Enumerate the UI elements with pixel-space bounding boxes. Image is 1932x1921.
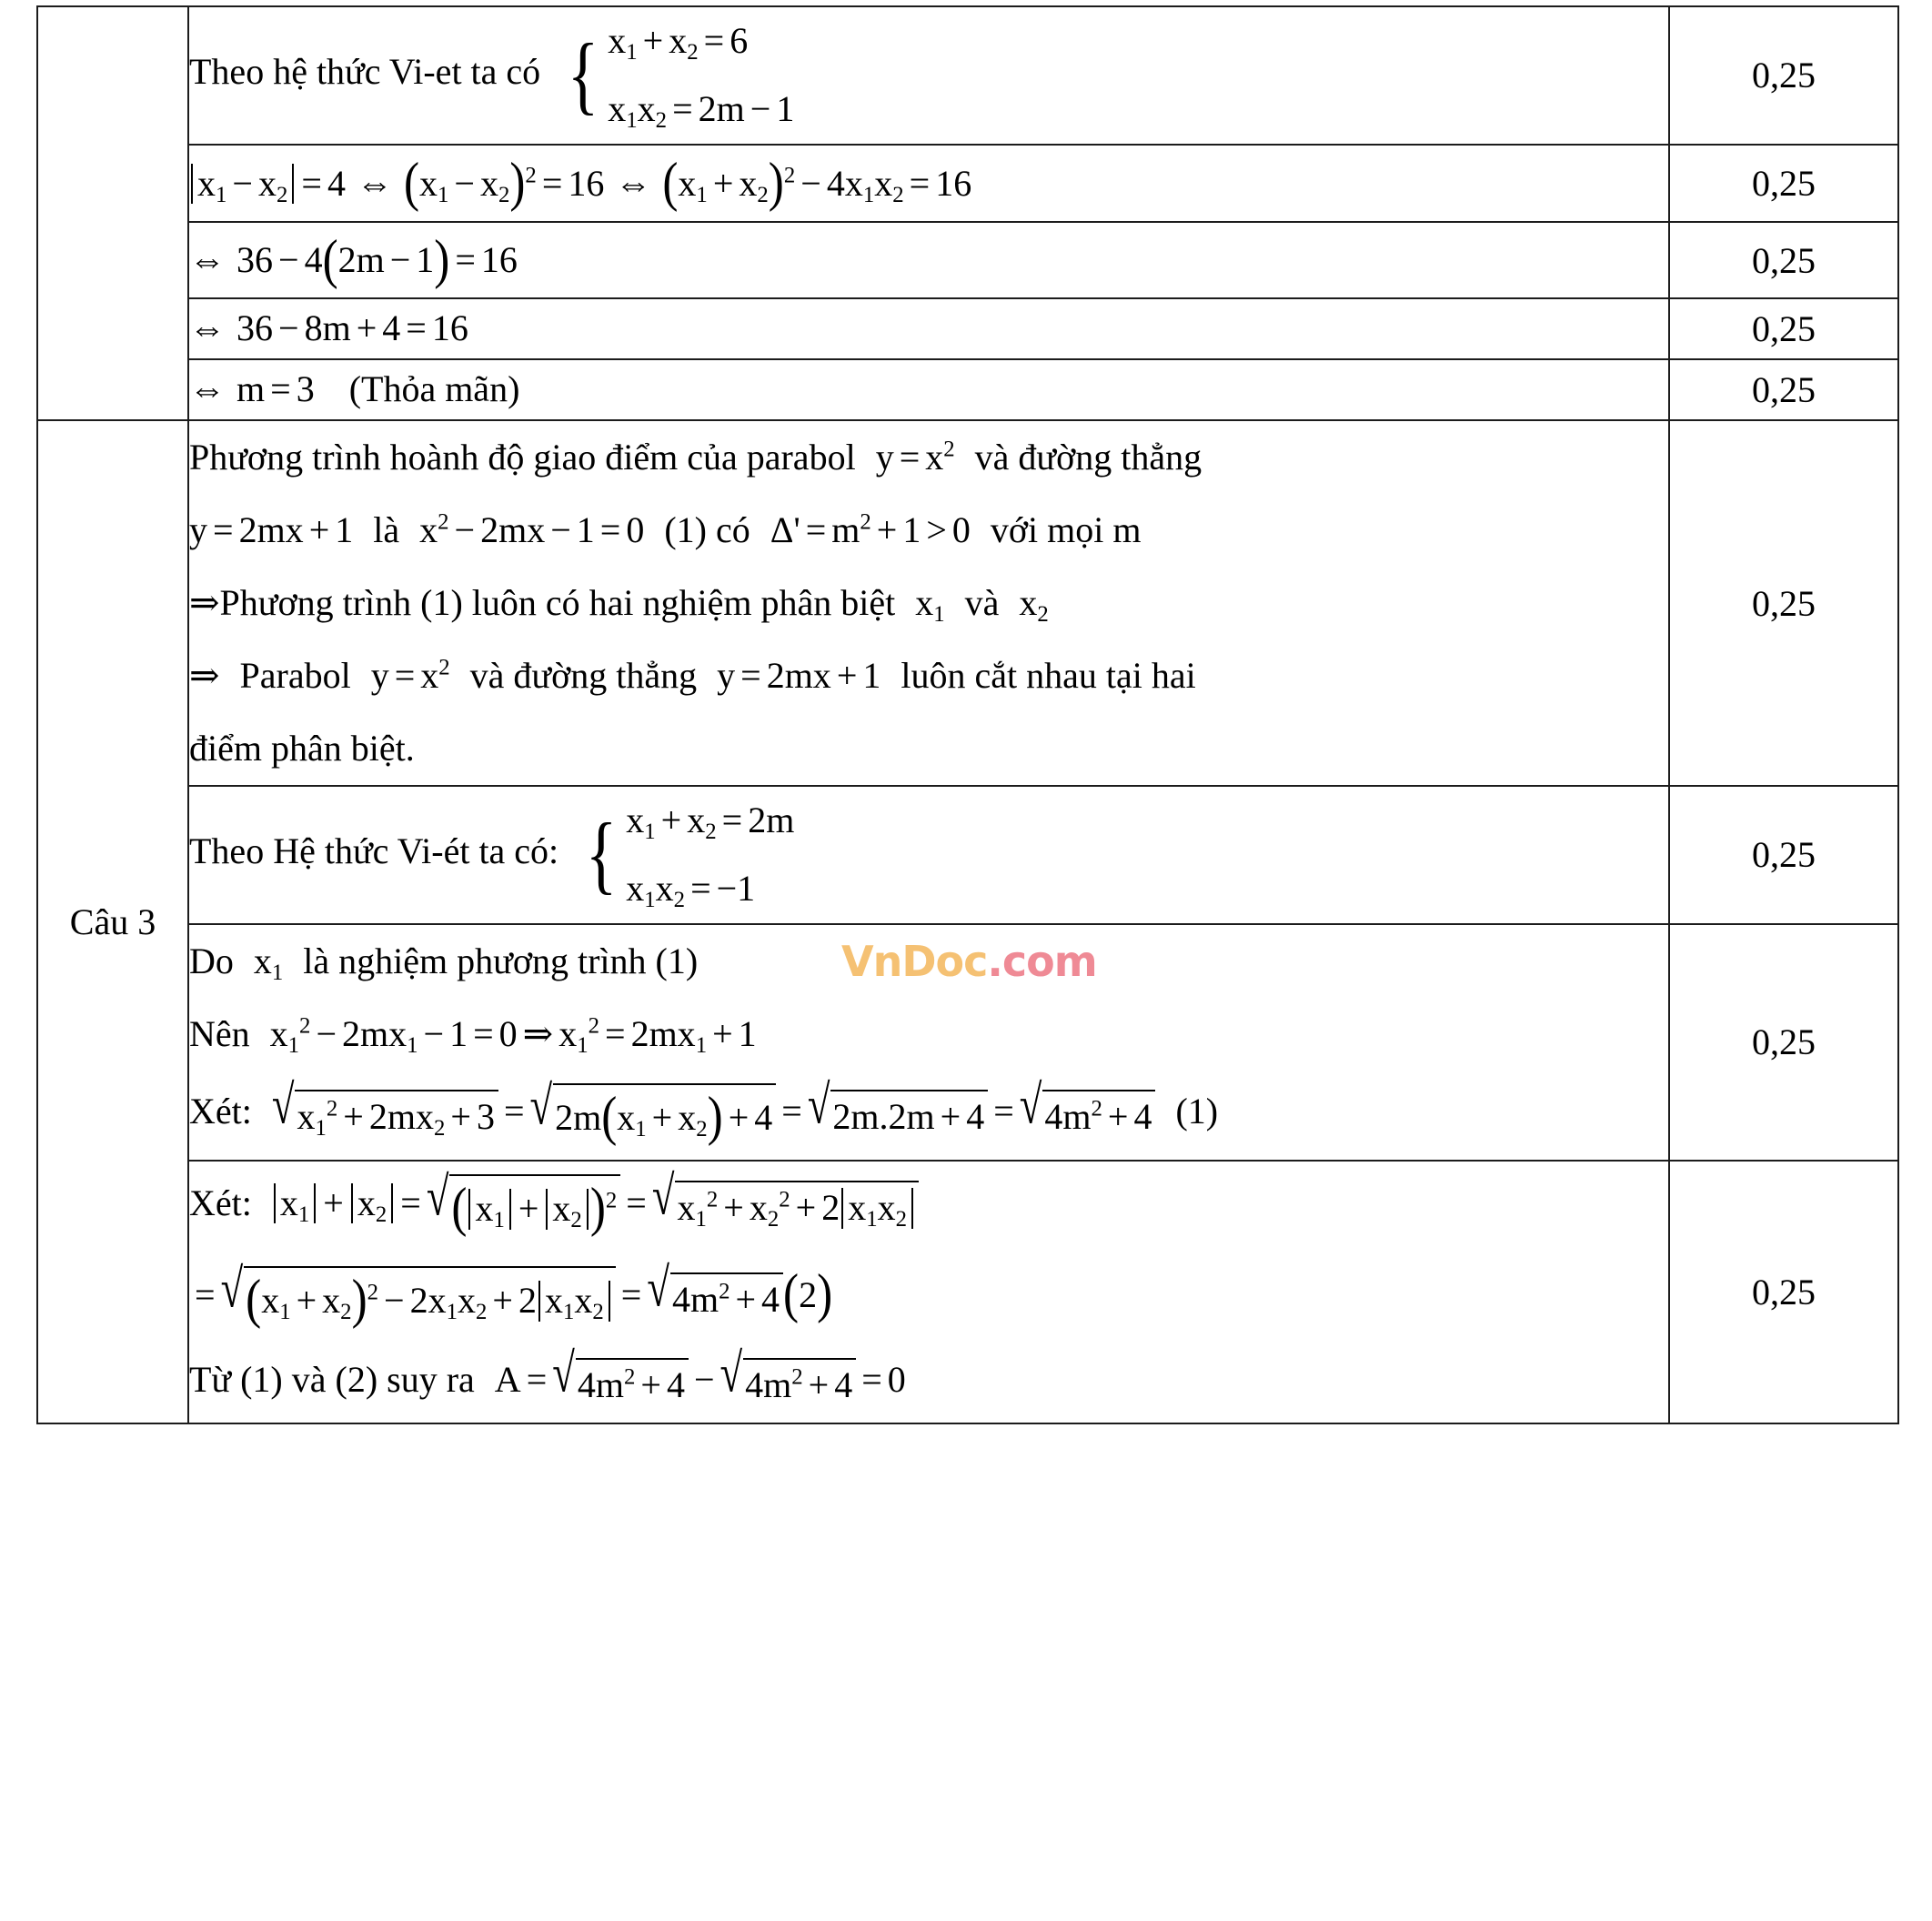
document-page <box>0 5 1932 1921</box>
parabola-line-1: Phương trình hoành độ giao điểm của parabol $y = x^2$ và đường thẳng <box>189 437 1202 478</box>
score-value: 0,25 <box>1752 162 1816 204</box>
viet-1-system <box>562 7 794 144</box>
table-row <box>37 6 1898 145</box>
score-value: 0,25 <box>1752 308 1816 350</box>
row-abs-sum-body <box>188 1161 1669 1423</box>
row-solution-body <box>188 359 1669 420</box>
abs-diff-equation: $x_1 - x_2 = 4$ ⇔ $(x_1 - x_2)^2 = 16$ ⇔ $(x_1 + x_2)^2 - 4x_1x_2 = 16$ <box>189 163 971 204</box>
viet-2-eq-product: $x_1x_2 = -1$ <box>626 867 756 912</box>
root-line-2: Nên $x_1^2 - 2mx_1 - 1 = 0$ ⇒ $x_1^2 = 2mx_1 + 1$ <box>189 1012 757 1058</box>
score-value: 0,25 <box>1752 1021 1816 1063</box>
score-cell <box>1669 298 1898 359</box>
score-value: 0,25 <box>1752 582 1816 624</box>
expand-equation: ⇔ 36 − 8m + 4 = 16 <box>189 307 468 349</box>
viet-1-eq-product: $x_1x_2 = 2m - 1$ <box>608 87 795 133</box>
score-cell <box>1669 420 1898 786</box>
row-viet-1-body <box>188 6 1669 145</box>
score-cell <box>1669 222 1898 299</box>
table-row <box>37 1161 1898 1423</box>
score-value: 0,25 <box>1752 55 1816 96</box>
row-expand-body <box>188 298 1669 359</box>
question-label-cell-cau3 <box>37 420 188 1423</box>
parabola-line-5: điểm phân biệt. <box>189 728 415 769</box>
parabola-line-3: ⇒Phương trình (1) luôn có hai nghiệm phân biệt $x_1$ và $x_2$ <box>189 582 1049 627</box>
score-cell <box>1669 6 1898 145</box>
table-row <box>37 359 1898 420</box>
table-row <box>37 222 1898 299</box>
table-row <box>37 145 1898 222</box>
table-row <box>37 298 1898 359</box>
score-cell <box>1669 145 1898 222</box>
row-substitute-body <box>188 222 1669 299</box>
table-row <box>37 924 1898 1162</box>
root-line-3: Xét: $√x_1^2 + 2mx_2 + 3 = √2m(x_1 + x_2) + 4 = √2m.2m + 4 = √4m^2 + 4$ (1) <box>189 1073 1219 1147</box>
left-brace: { <box>585 805 618 903</box>
score-cell <box>1669 786 1898 924</box>
row-root-x1-body <box>188 924 1669 1162</box>
abs-sum-line-2: = $√(x_1 + x_2)^2 - 2x_1x_2 + 2$ $x_1x_2 = √4m^2 + 4(2)$ <box>195 1257 833 1331</box>
viet-2-eq-sum: $x_1 + x_2 = 2m$ <box>626 800 795 844</box>
left-brace: { <box>567 25 599 124</box>
root-line-1: Do $x_1$ là nghiệm phương trình (1) <box>189 940 699 985</box>
score-cell <box>1669 924 1898 1162</box>
row-viet-2-body <box>188 786 1669 924</box>
abs-sum-line-3: Từ (1) và (2) suy ra $A = √4m^2 + 4 - √4m^2 + 4 = 0$ <box>189 1343 1668 1423</box>
solution-equation: ⇔ m = 3 (Thỏa mãn) <box>189 368 520 410</box>
viet-1-text: Theo hệ thức Vi-et ta có <box>189 50 541 92</box>
row-abs-diff-body <box>188 145 1669 222</box>
score-value: 0,25 <box>1752 1271 1816 1313</box>
table-row <box>37 786 1898 924</box>
viet-2-text: Theo Hệ thức Vi-ét ta có: <box>189 830 559 872</box>
score-value: 0,25 <box>1752 834 1816 876</box>
table-row <box>37 420 1898 786</box>
score-cell <box>1669 1161 1898 1423</box>
row-parabola-body <box>188 420 1669 786</box>
answer-key-table <box>36 5 1899 1424</box>
score-value: 0,25 <box>1752 369 1816 411</box>
question-label-cau3: Câu 3 <box>69 900 156 942</box>
abs-sum-line-1: Xét: $x_1 + x_2$ = √( $x_1 + x_2$ )$^2 = √x_1^2 + x_2^2 + 2$ $x_1x_2$ <box>189 1162 1668 1252</box>
substitute-equation: ⇔ 36 − 4(2m − 1) = 16 <box>189 228 518 290</box>
question-label-cell-top <box>37 6 188 420</box>
parabola-line-2: y = 2mx + 1 là $x^2 - 2mx - 1 = 0$ (1) có $\Delta' = m^2 + 1 > 0$ với mọi m <box>189 509 1142 551</box>
viet-1-eq-sum: $x_1 + x_2 = 6$ <box>608 20 749 65</box>
parabola-line-4: ⇒ Parabol $y = x^2$ và đường thẳng y = 2mx + 1 luôn cắt nhau tại hai <box>189 655 1196 697</box>
watermark-tld: .com <box>987 937 1097 986</box>
score-cell <box>1669 359 1898 420</box>
score-value: 0,25 <box>1752 239 1816 281</box>
viet-2-system <box>580 787 794 923</box>
watermark-name: VnDoc <box>841 937 988 986</box>
